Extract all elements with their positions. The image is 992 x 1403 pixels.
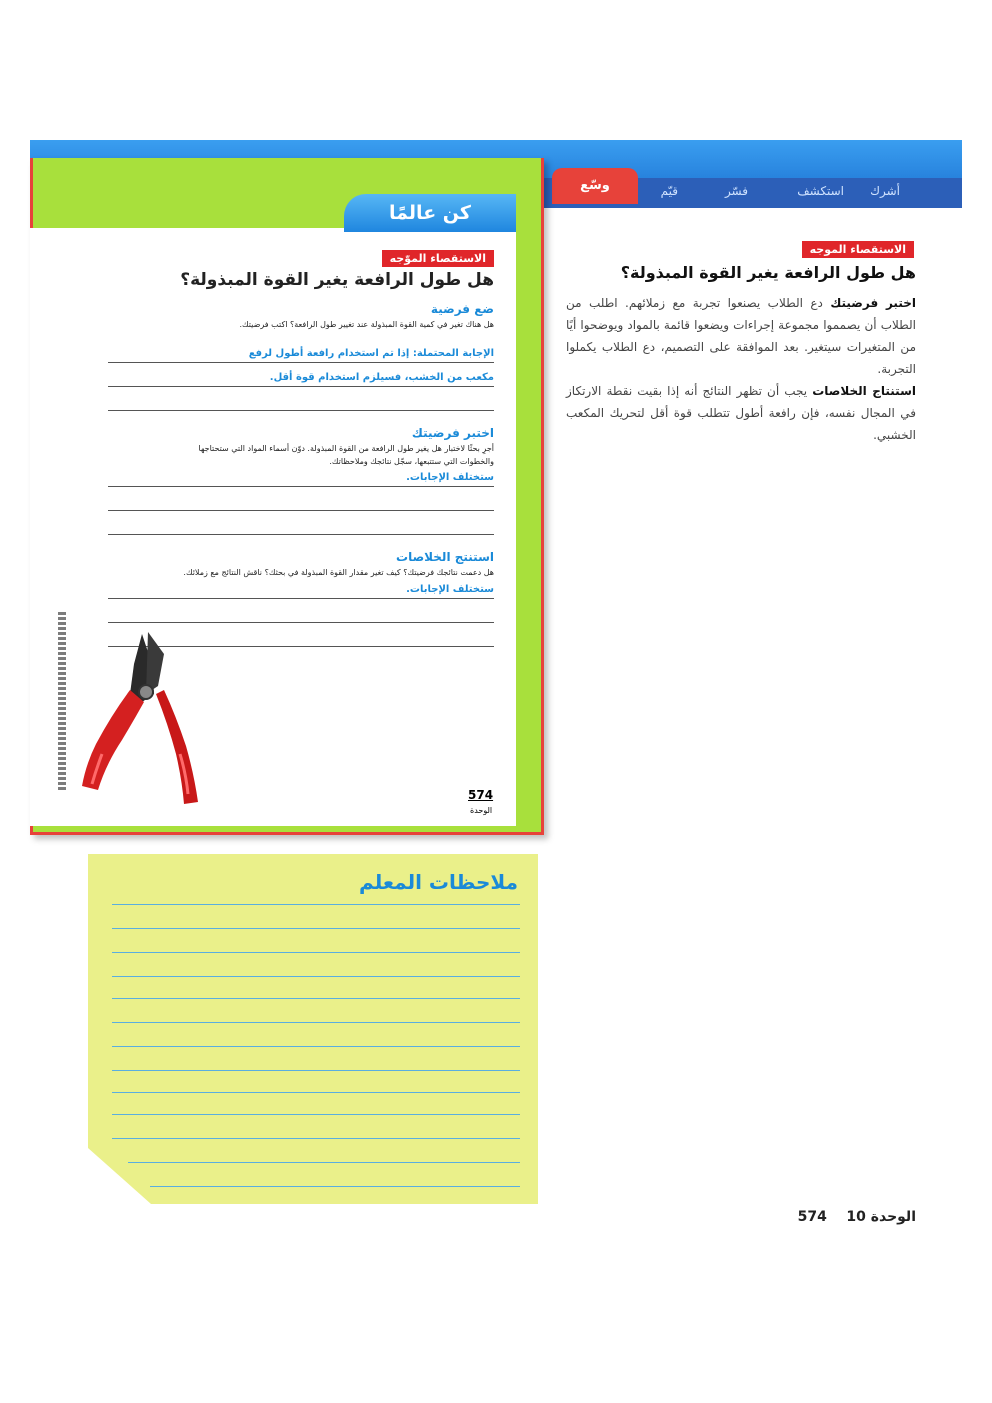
answer-line xyxy=(108,534,494,535)
notes-rule-line xyxy=(112,1070,520,1071)
notes-rule-line xyxy=(112,1114,520,1115)
answer-line xyxy=(108,410,494,411)
draw-conclusions-paragraph xyxy=(566,380,916,446)
inquiry-title: هل طول الرافعة يغير القوة المبذولة؟ xyxy=(620,263,916,282)
notes-rule-line xyxy=(112,1138,520,1139)
notes-rule-line xyxy=(112,928,520,929)
test-hypothesis-text: دع الطلاب يصنعوا تجربة مع زملائهم. اطلب من الطلاب أن يصمموا مجموعة إجراءات ويضعوا قائمة بالمواد ويوضحوا أيًا من المتغيرات سيتغير. بعد الموافقة على التصميم، دع الطلاب يكملوا التجربة. xyxy=(566,296,916,376)
section-hypothesis-answer-2: مكعب من الخشب، فسيلزم استخدام قوة أقل. xyxy=(269,372,494,383)
photo-credit-vertical xyxy=(58,612,66,792)
student-question-title: هل طول الرافعة يغير القوة المبذولة؟ xyxy=(180,270,494,290)
draw-conclusions-text: يجب أن تظهر النتائج أنه إذا بقيت نقطة الارتكاز في المجال نفسه، فإن رافعة أطول تتطلب قوة أقل لتحريك المكعب الخشبي. xyxy=(566,384,916,442)
student-page-caption: الوحدة xyxy=(470,806,493,815)
inquiry-label: الاستقصاء الموجه xyxy=(802,241,914,258)
notes-rule-line xyxy=(150,1186,520,1187)
teacher-notes-title: ملاحظات المعلم xyxy=(359,870,518,894)
draw-conclusions-lead: استنتاج الخلاصات xyxy=(812,384,916,398)
notes-rule-line xyxy=(112,976,520,977)
section-test-heading: اختبر فرضيتك xyxy=(411,426,494,440)
section-conclude-answer: ستختلف الإجابات. xyxy=(406,584,494,595)
notes-rule-line xyxy=(112,904,520,905)
teacher-notes-card xyxy=(88,854,538,1204)
be-scientist-banner: كن عالمًا xyxy=(344,194,516,232)
section-test-body: أجرِ بحثًا لاختبار هل يغير طول الرافعة من القوة المبذولة. دوّن أسماء المواد التي ستحتاجها والخطوات التي ستتبعها، سجّل نتائجك وملاحظاتك. xyxy=(198,444,494,466)
section-hypothesis-answer: الإجابة المحتملة: إذا تم استخدام رافعة أطول لرفع xyxy=(248,348,494,359)
notes-rule-line xyxy=(128,1162,520,1163)
answer-line xyxy=(108,598,494,599)
student-inquiry-label: الاستقصاء الموّجه xyxy=(382,250,494,267)
answer-line xyxy=(108,362,494,363)
pliers-image xyxy=(72,624,212,814)
answer-line xyxy=(108,386,494,387)
notes-rule-line xyxy=(112,1092,520,1093)
answer-line xyxy=(108,510,494,511)
footer-unit: الوحدة 10 xyxy=(846,1209,916,1225)
test-hypothesis-paragraph xyxy=(566,292,916,380)
section-conclude-body: هل دعمت نتائجك فرضيتك؟ كيف تغير مقدار القوة المبذولة في بحثك؟ ناقش النتائج مع زملائك. xyxy=(183,568,494,577)
notes-rule-line xyxy=(112,952,520,953)
answer-line xyxy=(108,622,494,623)
section-test-answer: ستختلف الإجابات. xyxy=(406,472,494,483)
nav-item-explore[interactable]: استكشف xyxy=(797,184,844,198)
answer-line xyxy=(108,486,494,487)
test-hypothesis-lead: اختبر فرضيتك xyxy=(830,296,916,310)
student-page-number: 574 xyxy=(468,788,494,802)
section-hypothesis-body: هل هناك تغير في كمية القوة المبذولة عند تغيير طول الرافعة؟ اكتب فرضيتك. xyxy=(239,320,494,329)
nav-item-evaluate[interactable]: قيّم xyxy=(660,184,678,198)
footer-page-number: 574 xyxy=(797,1209,827,1225)
nav-item-explain[interactable]: فسّر xyxy=(724,184,748,198)
nav-item-engage[interactable]: أشرك xyxy=(870,184,900,198)
page-footer xyxy=(798,1209,916,1225)
notes-rule-line xyxy=(112,1046,520,1047)
section-hypothesis-heading: ضع فرضية xyxy=(430,302,494,316)
notes-rule-line xyxy=(112,1022,520,1023)
notes-rule-line xyxy=(112,998,520,999)
tab-elaborate[interactable]: وسّع xyxy=(552,168,638,204)
section-conclude-heading: استنتج الخلاصات xyxy=(396,550,494,564)
